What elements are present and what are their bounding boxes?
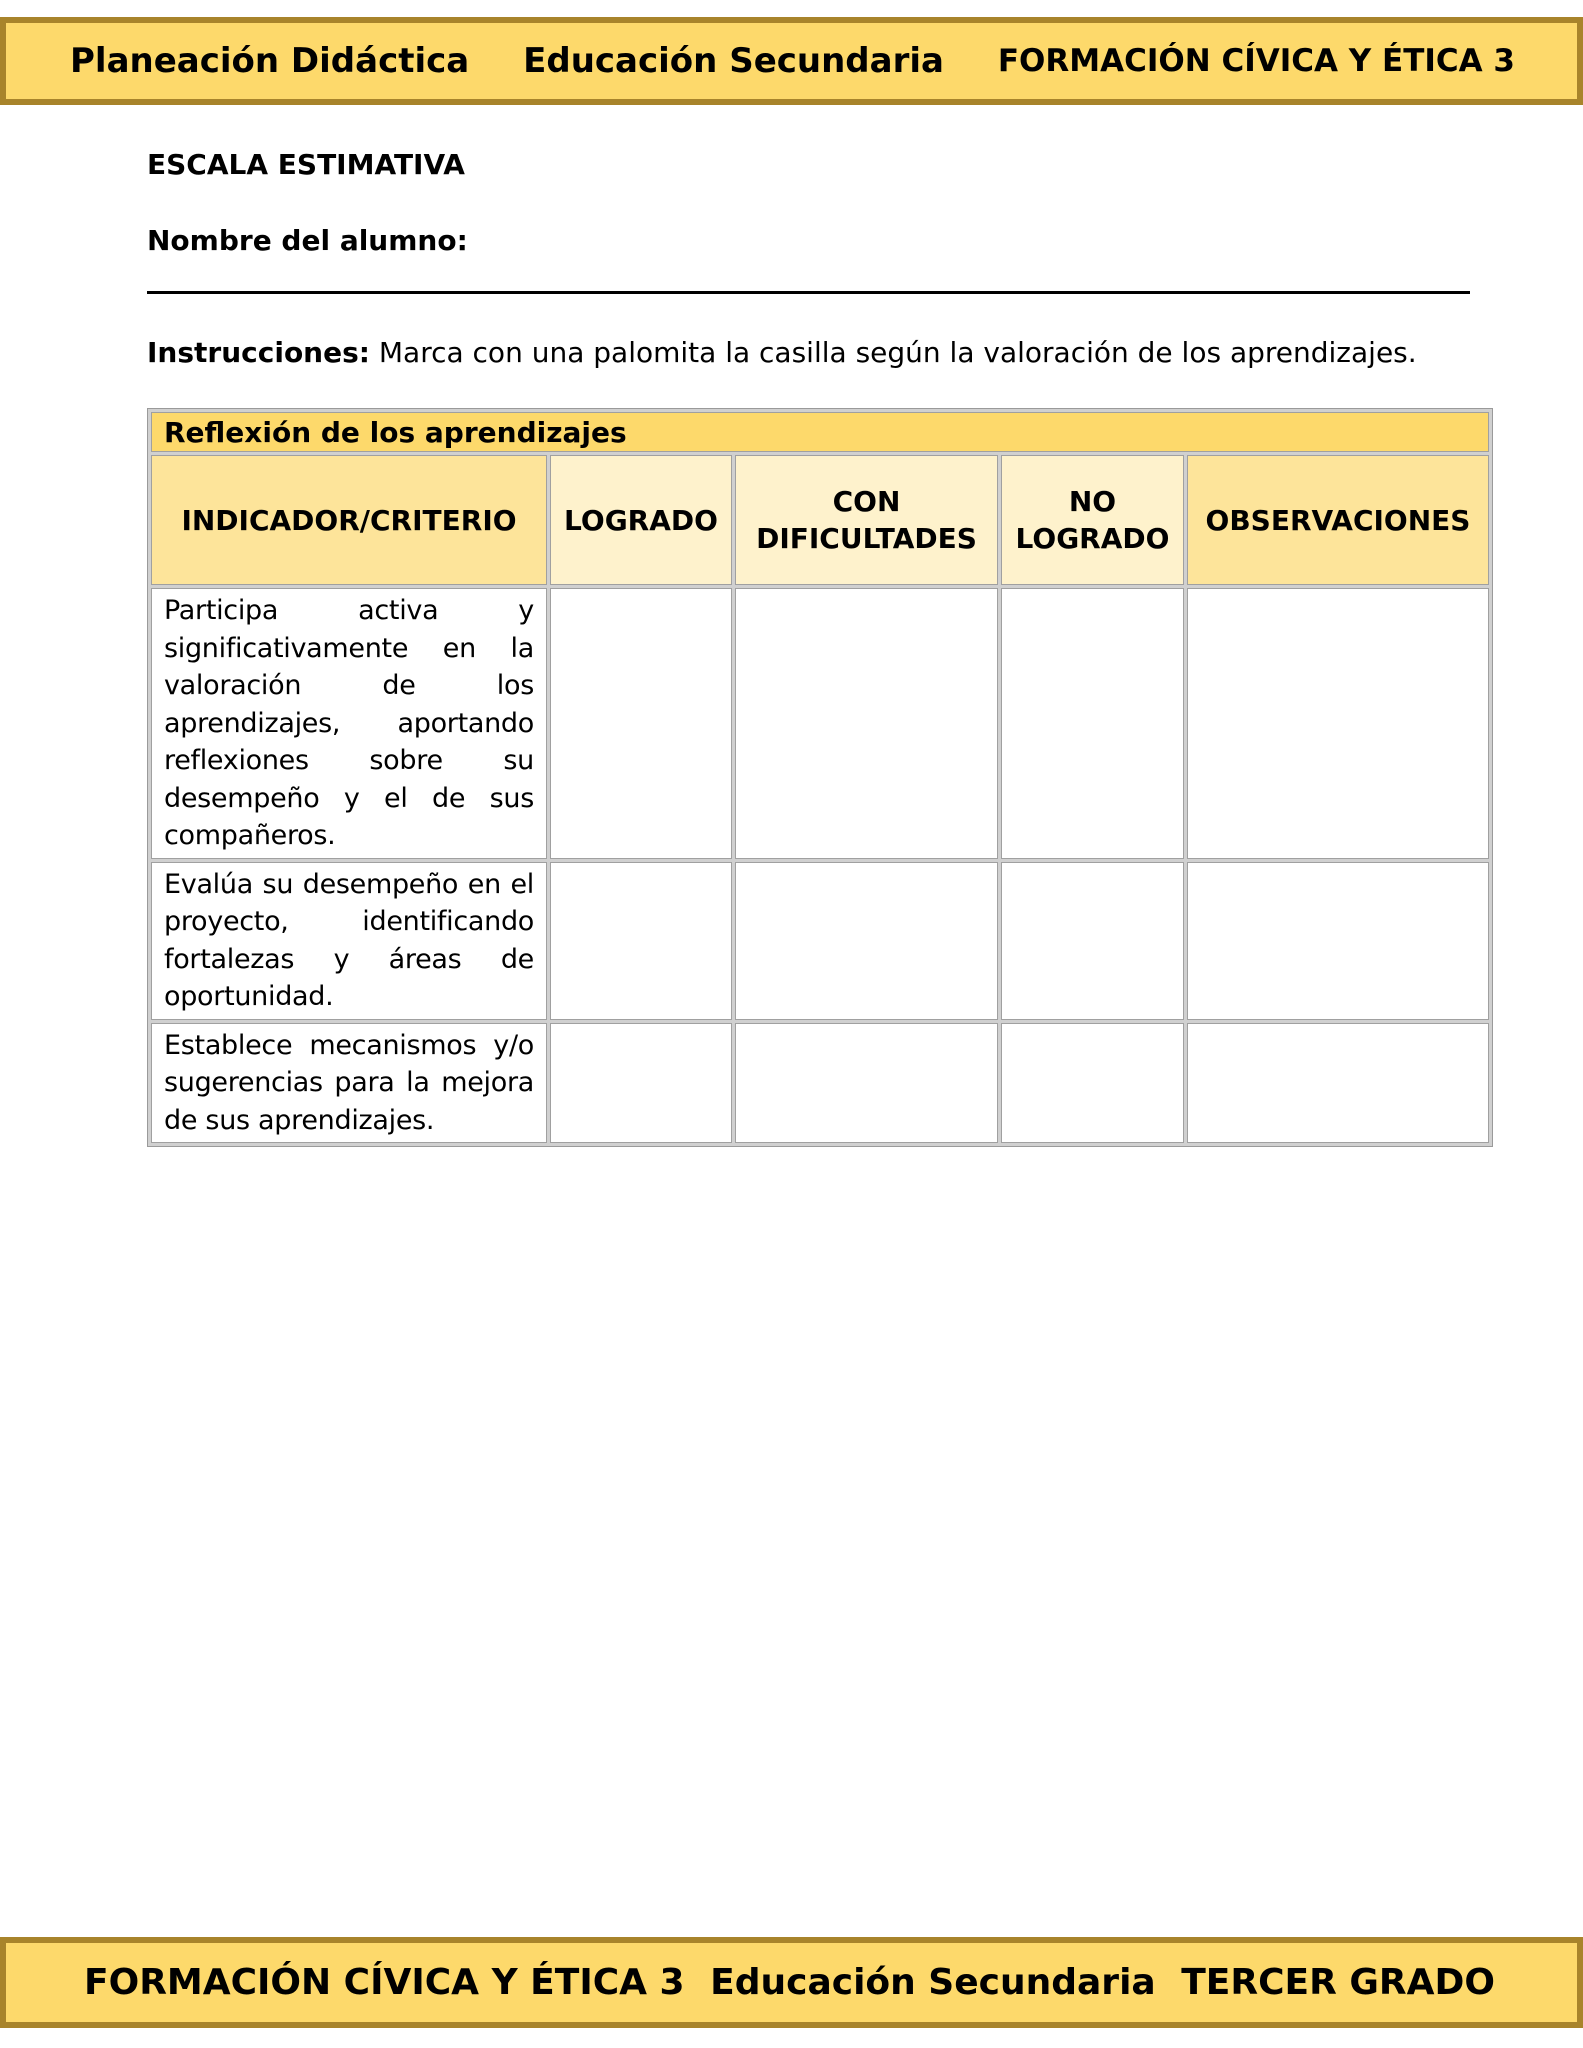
column-header-observations bbox=[1187, 455, 1489, 585]
instructions-label: Instrucciones: bbox=[147, 336, 370, 369]
observations-cell[interactable] bbox=[1187, 588, 1489, 859]
column-header-not-achieved bbox=[1001, 455, 1184, 585]
header-right-text: FORMACIÓN CÍVICA Y ÉTICA 3 bbox=[997, 43, 1515, 79]
column-header-not-achieved-line1: NO bbox=[1068, 485, 1117, 518]
achieved-checkbox-cell[interactable] bbox=[550, 588, 732, 859]
column-header-achieved bbox=[550, 455, 732, 585]
rating-scale-table bbox=[147, 408, 1493, 1147]
footer-left-text: FORMACIÓN CÍVICA Y ÉTICA 3 bbox=[84, 1962, 685, 2003]
observations-cell[interactable] bbox=[1187, 1023, 1489, 1144]
document-title: ESCALA ESTIMATIVA bbox=[147, 148, 465, 181]
not-achieved-checkbox-cell[interactable] bbox=[1001, 1023, 1184, 1144]
table-section-title: Reflexión de los aprendizajes bbox=[151, 412, 1489, 452]
table-row bbox=[151, 588, 1489, 859]
student-name-line[interactable] bbox=[147, 291, 1470, 294]
header-left-text: Planeación Didáctica bbox=[70, 41, 470, 81]
column-header-with-difficulties-line1: CON bbox=[832, 485, 901, 518]
column-header-achieved-line1: LOGRADO bbox=[564, 503, 718, 537]
page-header bbox=[0, 17, 1583, 105]
not-achieved-checkbox-cell[interactable] bbox=[1001, 862, 1184, 1020]
footer-right-text: TERCER GRADO bbox=[1181, 1962, 1495, 2003]
with-difficulties-checkbox-cell[interactable] bbox=[735, 1023, 998, 1144]
page-footer bbox=[0, 1937, 1583, 2028]
achieved-checkbox-cell[interactable] bbox=[550, 862, 732, 1020]
table-row bbox=[151, 1023, 1489, 1144]
with-difficulties-checkbox-cell[interactable] bbox=[735, 862, 998, 1020]
column-header-criterion bbox=[151, 455, 547, 585]
criterion-cell: Establece mecanismos y/o sugerencias para la mejora de sus aprendizajes. bbox=[151, 1023, 547, 1144]
column-header-not-achieved-line2: LOGRADO bbox=[1015, 522, 1170, 555]
instructions bbox=[147, 336, 1417, 369]
instructions-text: Marca con una palomita la casilla según la valoración de los aprendizajes. bbox=[378, 336, 1417, 369]
criterion-cell: Participa activa y significativamente en la valoración de los aprendizajes, aportando reflexiones sobre su desempeño y el de sus compañeros. bbox=[151, 588, 547, 859]
criterion-cell: Evalúa su desempeño en el proyecto, identificando fortalezas y áreas de oportunidad. bbox=[151, 862, 547, 1020]
footer-center-text: Educación Secundaria bbox=[710, 1962, 1156, 2003]
with-difficulties-checkbox-cell[interactable] bbox=[735, 588, 998, 859]
table-row bbox=[151, 862, 1489, 1020]
achieved-checkbox-cell[interactable] bbox=[550, 1023, 732, 1144]
column-header-observations-line1: OBSERVACIONES bbox=[1205, 503, 1471, 537]
column-header-criterion-line1: INDICADOR/CRITERIO bbox=[181, 503, 517, 537]
observations-cell[interactable] bbox=[1187, 862, 1489, 1020]
student-name-label: Nombre del alumno: bbox=[147, 224, 468, 257]
column-header-with-difficulties-line2: DIFICULTADES bbox=[756, 522, 977, 555]
table-header-row bbox=[151, 455, 1489, 585]
column-header-with-difficulties bbox=[735, 455, 998, 585]
not-achieved-checkbox-cell[interactable] bbox=[1001, 588, 1184, 859]
header-center-text: Educación Secundaria bbox=[523, 41, 944, 81]
